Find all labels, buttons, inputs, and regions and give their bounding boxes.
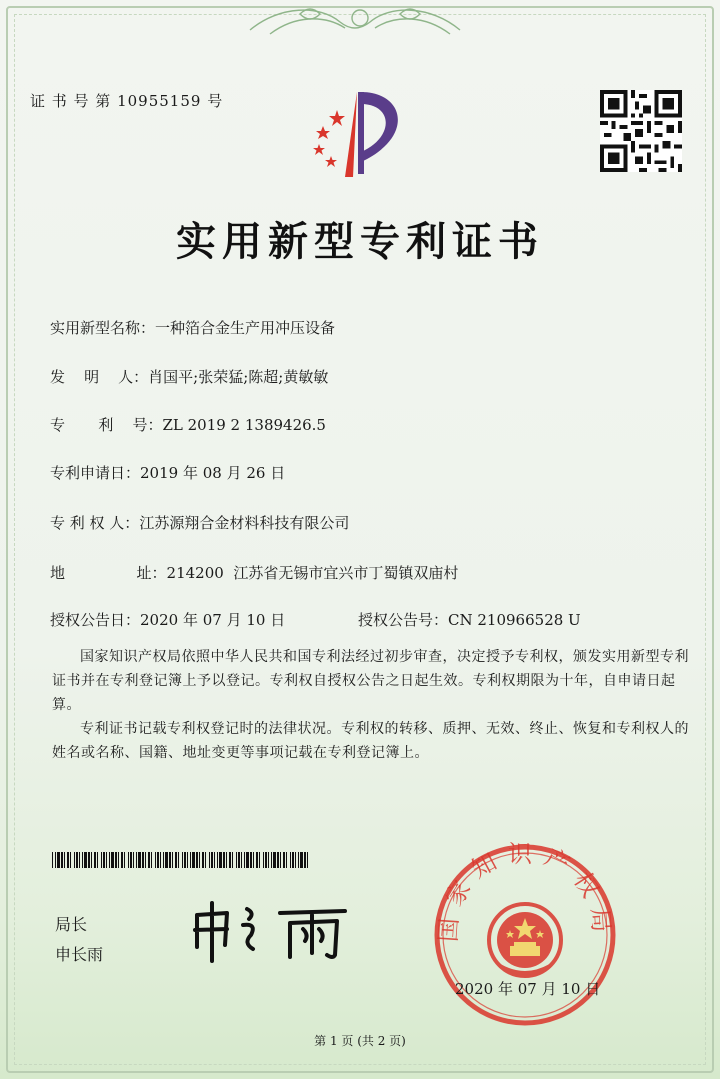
director-name: 申长雨 bbox=[55, 945, 104, 964]
field-label: 发 明 人： bbox=[50, 368, 149, 386]
field-value: 2019 年 08 月 26 日 bbox=[140, 464, 286, 482]
field-label: 专 利 号： bbox=[50, 416, 163, 434]
page-number: 第 1 页 (共 2 页) bbox=[314, 1034, 406, 1048]
field-announcement-number bbox=[358, 609, 581, 630]
field-label: 地 址： bbox=[50, 564, 167, 582]
field-value: ZL 2019 2 1389426.5 bbox=[162, 416, 326, 434]
field-inventors bbox=[50, 366, 328, 387]
field-label: 授权公告日： bbox=[50, 611, 141, 629]
seal-text: 国家知识产权局 bbox=[434, 840, 616, 943]
signature-icon bbox=[185, 895, 365, 965]
field-label: 实用新型名称： bbox=[50, 319, 156, 337]
qr-code-icon bbox=[600, 90, 682, 172]
field-label: 授权公告号： bbox=[358, 611, 449, 629]
field-value: 江苏源翔合金材料科技有限公司 bbox=[139, 514, 350, 532]
barcode-icon bbox=[52, 852, 308, 868]
certificate-number: 证 书 号 第 10955159 号 bbox=[30, 92, 224, 110]
field-utility-model-name bbox=[50, 317, 335, 338]
field-grant-date bbox=[50, 609, 285, 630]
field-patent-number bbox=[50, 414, 326, 435]
paragraph-legal-status: 专利证书记载专利权登记时的法律状况。专利权的转移、质押、无效、终止、恢复和专利权人的姓名或名称、国籍、地址变更等事项记载在专利登记簿上。 bbox=[52, 721, 689, 761]
paragraph-grant-statement: 国家知识产权局依照中华人民共和国专利法经过初步审查，决定授予专利权，颁发实用新型专利证书并在专利登记簿上予以登记。专利权自授权公告之日起生效。专利权期限为十年，自申请日起算。 bbox=[52, 649, 689, 713]
field-value: 214200 江苏省无锡市宜兴市丁蜀镇双庙村 bbox=[166, 564, 459, 582]
field-value: 2020 年 07 月 10 日 bbox=[140, 611, 286, 629]
page-title: 实用新型专利证书 bbox=[176, 218, 544, 265]
field-label: 专 利 权 人： bbox=[50, 514, 140, 532]
field-patentee bbox=[50, 512, 349, 533]
field-label: 专利申请日： bbox=[50, 464, 141, 482]
field-value: 一种箔合金生产用冲压设备 bbox=[155, 319, 336, 337]
field-application-date bbox=[50, 462, 285, 483]
patent-office-logo-icon bbox=[295, 82, 425, 182]
official-seal-icon bbox=[430, 840, 620, 1030]
seal-date: 2020 年 07 月 10 日 bbox=[455, 980, 601, 998]
director-title: 局长 bbox=[55, 915, 88, 934]
field-value: 肖国平;张荣猛;陈超;黄敏敏 bbox=[148, 368, 329, 386]
top-ornament bbox=[0, 0, 720, 50]
field-value: CN 210966528 U bbox=[448, 611, 581, 629]
field-address bbox=[50, 562, 458, 583]
